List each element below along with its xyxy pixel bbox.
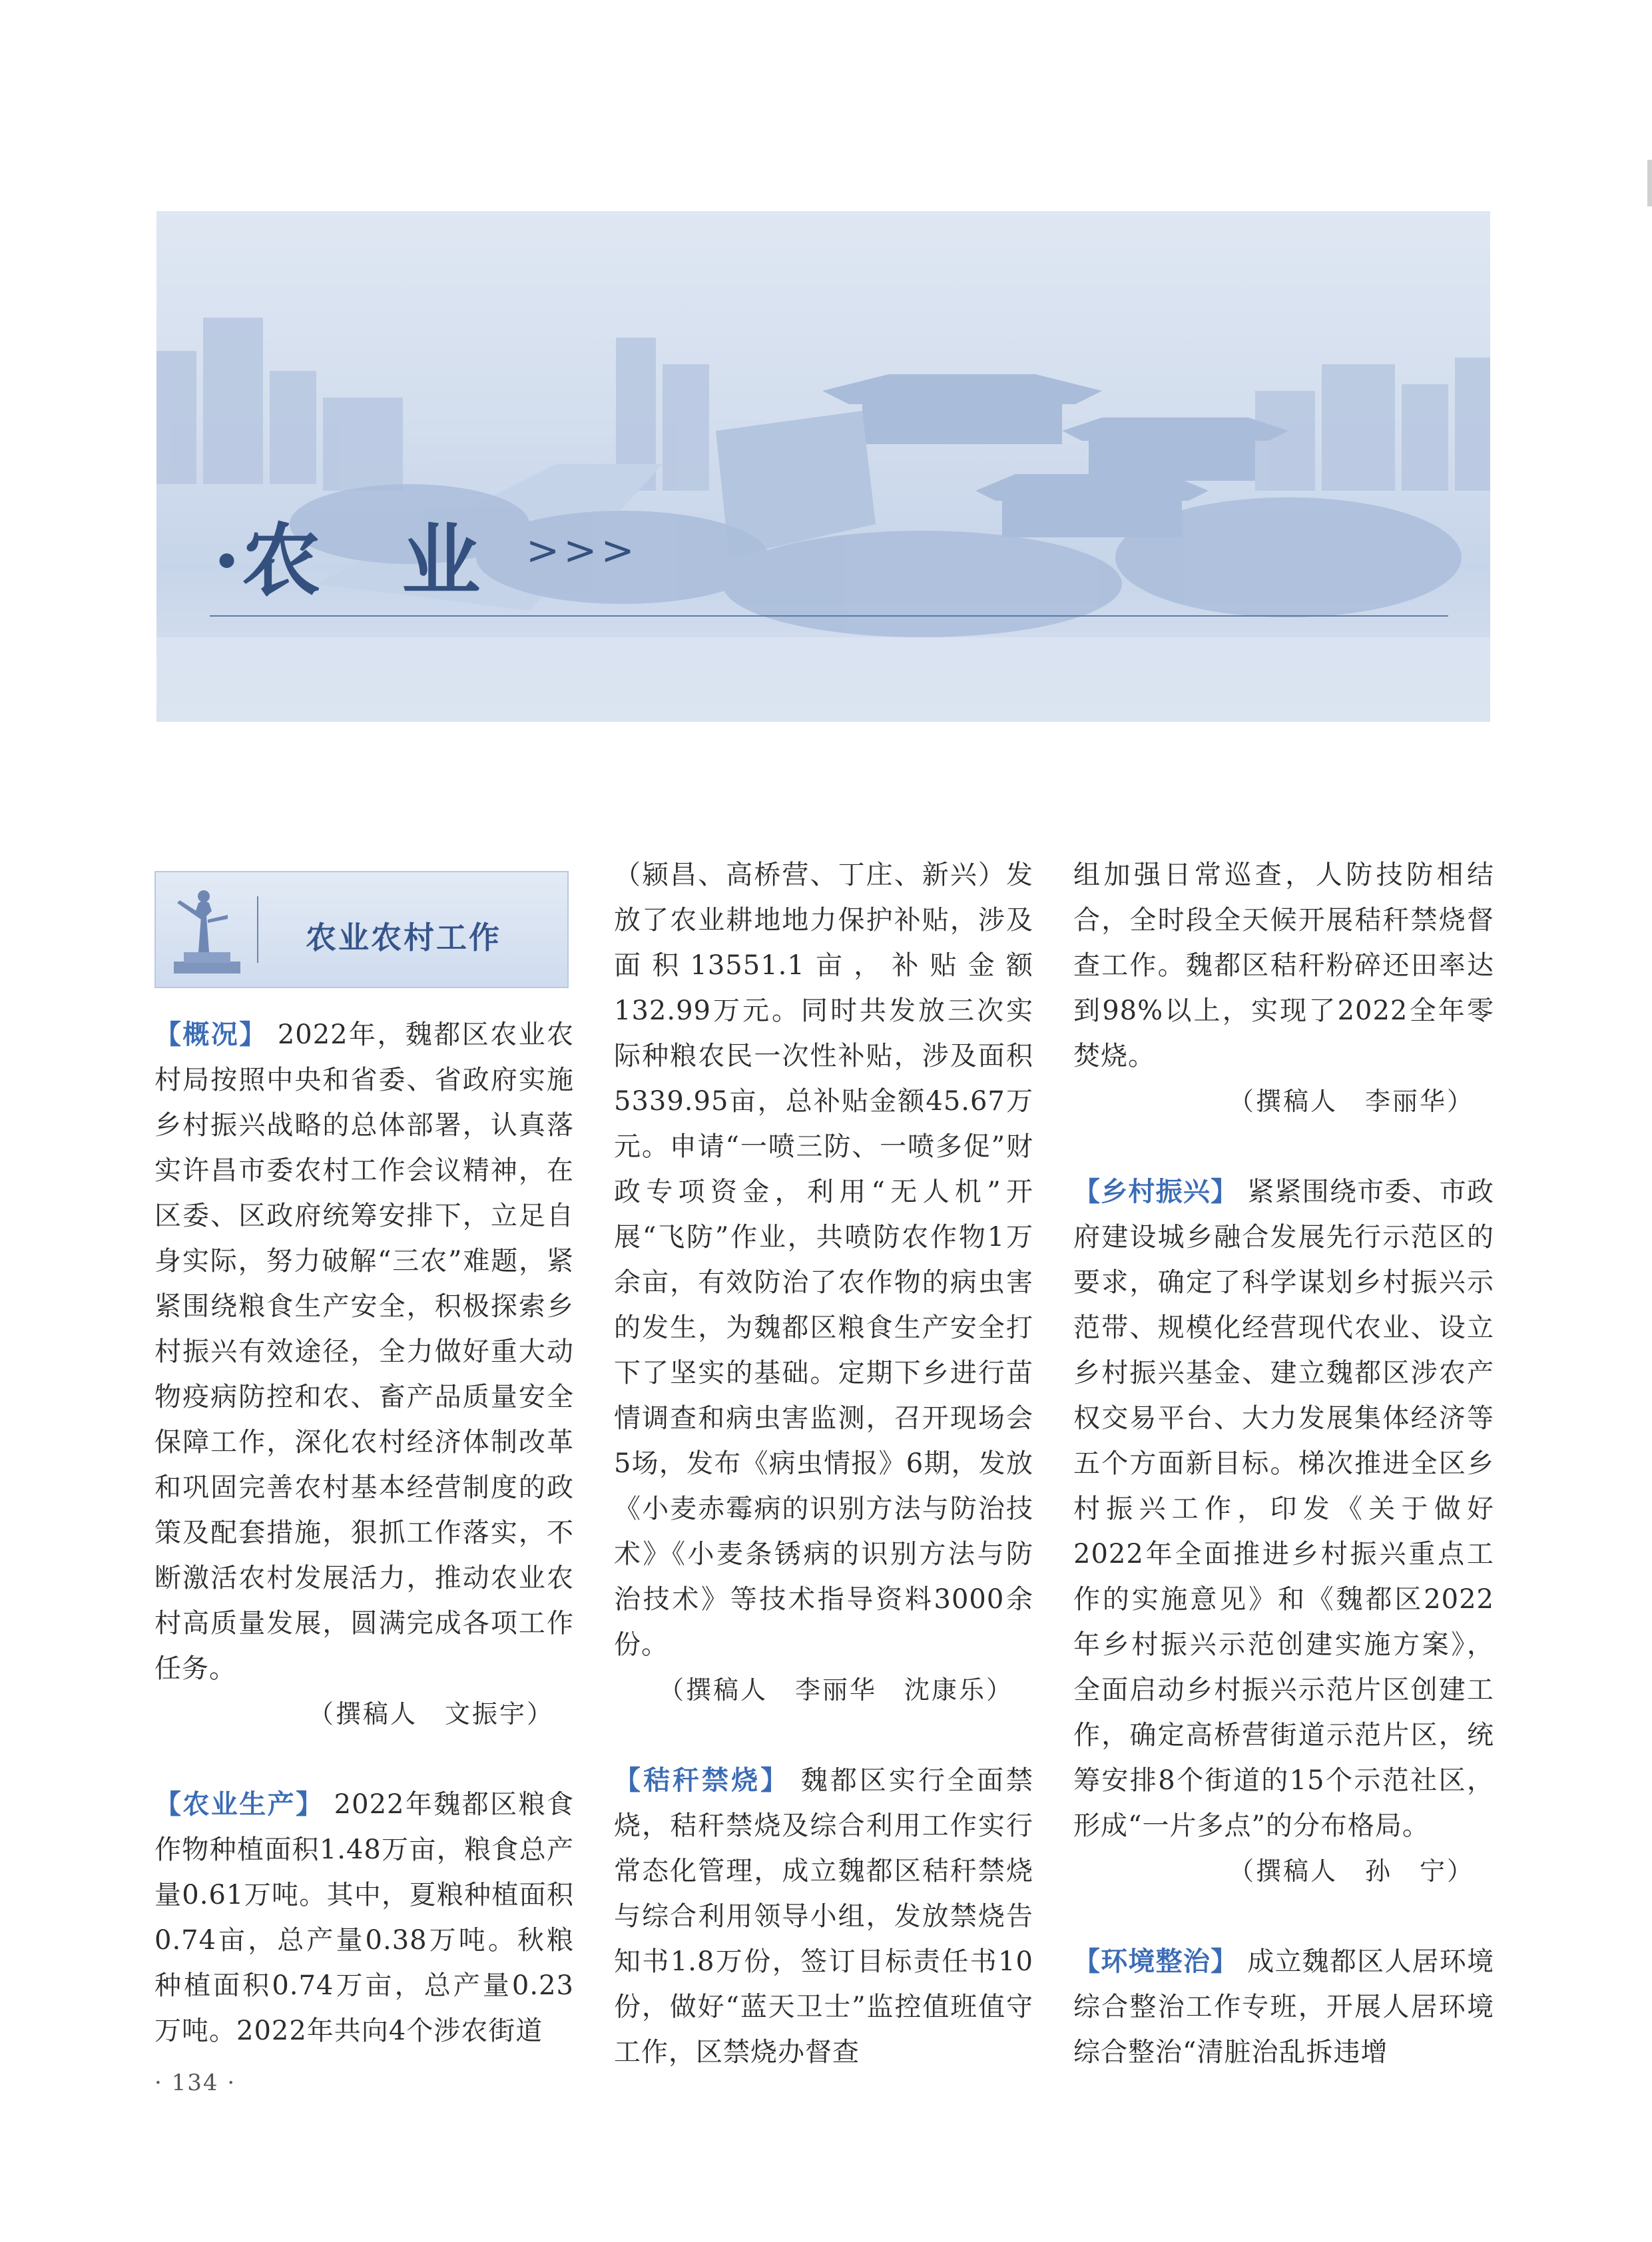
heading-rural-revival: 【乡村振兴】 bbox=[1073, 1177, 1239, 1207]
author-rural-revival: （撰稿人 孙 宁） bbox=[1228, 1856, 1474, 1886]
section-header bbox=[154, 871, 569, 988]
text-environment: 成立魏都区人居环境综合整治工作专班，开展人居环境综合整治“清脏治乱拆违增 bbox=[1073, 1946, 1494, 2068]
paragraph-agri-production-cont: （颍昌、高桥营、丁庄、新兴）发放了农业耕地地力保护补贴，涉及面积13551.1亩，补贴金额132.99万元。同时共发放三次实际种粮农民一次性补贴，涉及面积5339.95亩，总补贴金额45.67万元。申请“一喷三防、一喷多促”财政专项资金，利用“无人机”开展“飞防”作业，共喷防农作物1万余亩，有效防治了农作物的病虫害的发生，为魏都区粮食生产安全打下了坚实的基础。定期下乡进行苗情调查和病虫害监测，召开现场会5场，发布《病虫情报》6期，发放《小麦赤霉病的识别方法与防治技术》《小麦条锈病的识别方法与防治技术》等技术指导资料3000余份。 bbox=[614, 860, 1033, 1660]
heading-environment: 【环境整治】 bbox=[1073, 1946, 1239, 1977]
text-overview: 2022年，魏都区农业农村局按照中央和省委、省政府实施乡村振兴战略的总体部署，认真落实许昌市委农村工作会议精神，在区委、区政府统筹安排下，立足自身实际，努力破解“三农”难题，紧紧围绕粮食生产安全，积极探索乡村振兴有效途径，全力做好重大动物疫病防控和农、畜产品质量安全保障工作，深化农村经济体制改革和巩固完善农村基本经营制度的政策及配套措施，狠抓工作落实，不断激活农村发展活力，推动农业农村高质量发展，圆满完成各项工作任务。 bbox=[154, 1019, 574, 1684]
paragraph-straw-ban-cont: 组加强日常巡查，人防技防相结合，全时段全天候开展秸秆禁烧督查工作。魏都区秸秆粉碎还田率达到98%以上，实现了2022全年零焚烧。 bbox=[1073, 860, 1494, 1071]
column-3 bbox=[1073, 852, 1494, 2075]
cityscape-illustration bbox=[156, 211, 1490, 722]
heading-agri-production: 【农业生产】 bbox=[154, 1789, 324, 1820]
paragraph-environment bbox=[1073, 1939, 1494, 2075]
banner-divider bbox=[210, 615, 1448, 617]
section-title: 农业农村工作 bbox=[306, 920, 501, 956]
text-rural-revival: 紧紧围绕市委、市政府建设城乡融合发展先行示范区的要求，确定了科学谋划乡村振兴示范带、规模化经营现代农业、设立乡村振兴基金、建立魏都区涉农产权交易平台、大力发展集体经济等五个方面新目标。梯次推进全区乡村振兴工作，印发《关于做好2022年全面推进乡村振兴重点工作的实施意见》和《魏都区2022年乡村振兴示范创建实施方案》，全面启动乡村振兴示范片区创建工作，确定高桥营街道示范片区，统筹安排8个街道的15个示范社区，形成“一片多点”的分布格局。 bbox=[1073, 1177, 1494, 1841]
page-number: · 134 · bbox=[154, 2070, 236, 2096]
paragraph-rural-revival bbox=[1073, 1169, 1494, 1848]
paragraph-overview bbox=[154, 1012, 574, 1691]
chevron-right-icon: >>> bbox=[526, 527, 639, 574]
column-1 bbox=[154, 852, 574, 2054]
text-agri-production: 2022年魏都区粮食作物种植面积1.48万亩，粮食总产量0.61万吨。其中，夏粮种植面积0.74亩，总产量0.38万吨。秋粮种植面积0.74万亩，总产量0.23万吨。2022年共向4个涉农街道 bbox=[154, 1789, 574, 2046]
author-straw-ban: （撰稿人 李丽华） bbox=[1228, 1087, 1474, 1116]
paragraph-straw-ban bbox=[614, 1758, 1033, 2075]
chapter-title: ·农 业 bbox=[213, 514, 482, 607]
heading-overview: 【概况】 bbox=[154, 1019, 268, 1050]
chapter-banner bbox=[156, 211, 1490, 722]
heading-straw-ban: 【秸秆禁烧】 bbox=[614, 1765, 790, 1796]
author-overview: （撰稿人 文振宇） bbox=[308, 1699, 554, 1729]
column-2 bbox=[614, 852, 1033, 2075]
page-edge-mark bbox=[1647, 160, 1652, 206]
text-straw-ban: 魏都区实行全面禁烧，秸秆禁烧及综合利用工作实行常态化管理，成立魏都区秸秆禁烧与综合利用领导小组，发放禁烧告知书1.8万份，签订目标责任书10份，做好“蓝天卫士”监控值班值守工作，区禁烧办督查 bbox=[614, 1765, 1034, 2068]
paragraph-agri-production bbox=[154, 1782, 574, 2054]
author-agri-production: （撰稿人 李丽华 沈康乐） bbox=[658, 1675, 1013, 1705]
